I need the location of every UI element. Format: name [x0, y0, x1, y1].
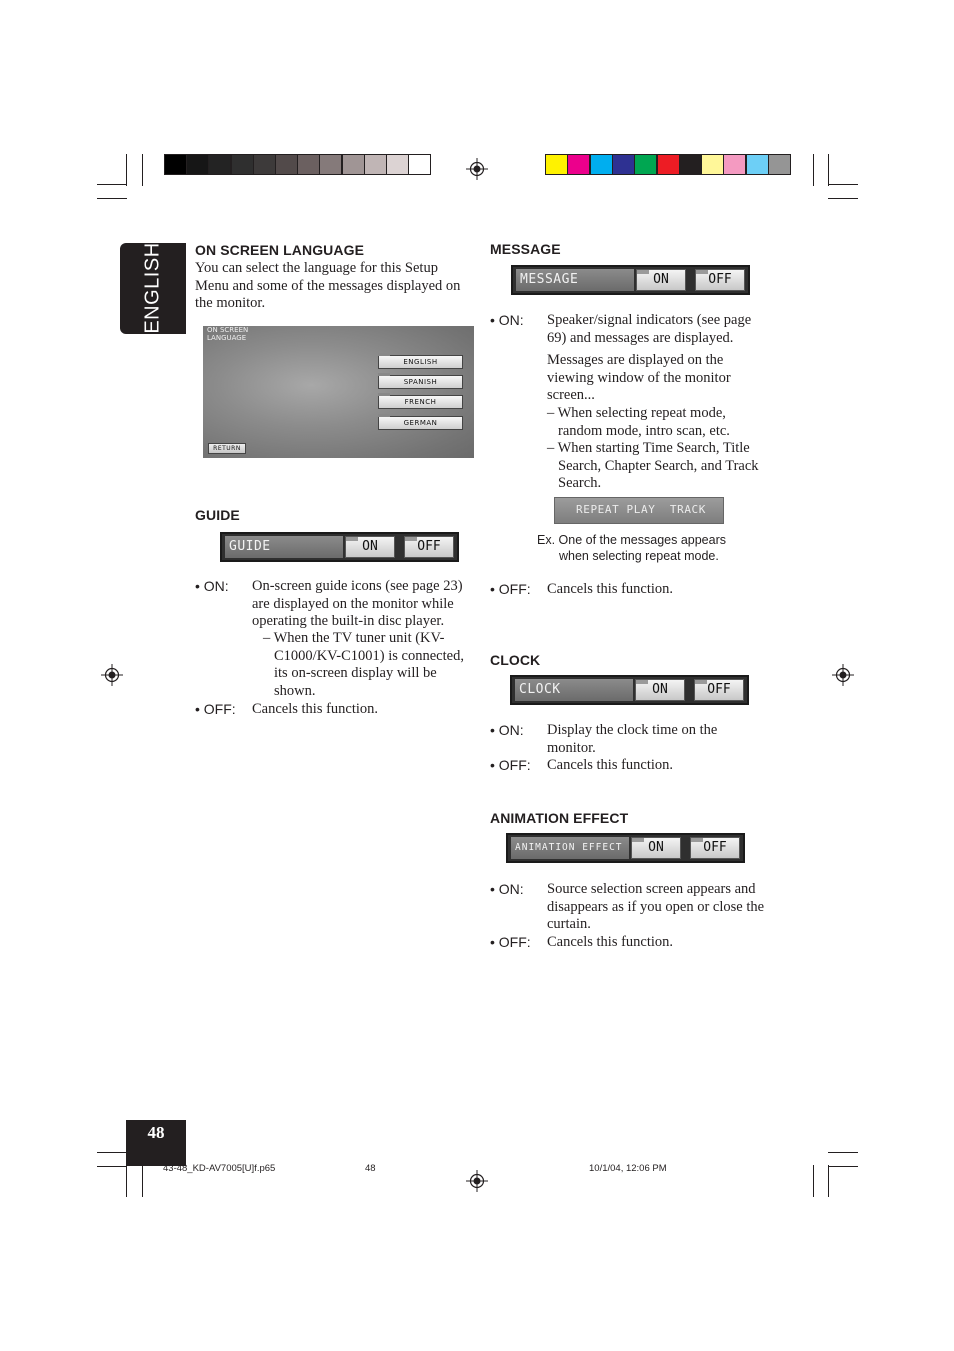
language-option-german[interactable]: GERMAN — [378, 416, 463, 430]
color-swatch — [634, 154, 657, 175]
gray-swatch — [253, 154, 276, 175]
language-side-tab — [120, 243, 186, 334]
gray-swatch — [408, 154, 431, 175]
guide-bar-label: GUIDE — [225, 536, 343, 558]
guide-off-button[interactable]: OFF — [404, 536, 454, 558]
guide-on-note: – When the TV tuner unit (KV-C1000/KV-C1001) is connected, its on-screen display will be shown. — [263, 630, 464, 699]
guide-on-button[interactable]: ON — [345, 536, 395, 558]
guide-on-label: • ON: — [195, 578, 229, 594]
color-swatch — [723, 154, 746, 175]
message-on-note-repeat: – When selecting repeat mode, random mode, intro scan, etc. — [547, 405, 730, 439]
message-on-note-search: – When starting Time Search, Title Search, Chapter Search, and Track Search. — [547, 440, 759, 491]
animation-setting-bar — [506, 833, 745, 863]
language-screen-title: ON SCREEN LANGUAGE — [207, 326, 249, 342]
color-swatch — [701, 154, 724, 175]
page-number-tab — [126, 1120, 186, 1166]
message-example-display — [554, 497, 724, 524]
crop-mark — [828, 1152, 858, 1153]
crop-mark — [813, 1165, 814, 1197]
color-swatch — [768, 154, 791, 175]
section-heading-animation: ANIMATION EFFECT — [490, 810, 629, 826]
section-heading-message: MESSAGE — [490, 241, 561, 257]
return-button[interactable]: RETURN — [208, 443, 246, 454]
crop-mark — [126, 154, 127, 186]
language-side-tab-label: ENGLISH — [141, 242, 164, 334]
section-heading-guide: GUIDE — [195, 507, 240, 523]
message-on-detail: Messages are displayed on the viewing window of the monitor screen... — [547, 352, 731, 403]
gray-swatch — [319, 154, 342, 175]
color-swatch — [679, 154, 702, 175]
guide-setting-bar — [220, 532, 459, 562]
clock-bar-label: CLOCK — [515, 679, 633, 701]
gray-swatch — [164, 154, 187, 175]
crop-mark — [97, 1166, 127, 1167]
animation-off-label: • OFF: — [490, 934, 531, 950]
crop-mark — [97, 184, 127, 185]
guide-off-label: • OFF: — [195, 701, 236, 717]
message-on-label: • ON: — [490, 312, 524, 328]
guide-off-description: Cancels this function. — [252, 701, 379, 717]
message-bar-label: MESSAGE — [516, 269, 634, 291]
crop-mark — [828, 198, 858, 199]
message-on-button[interactable]: ON — [636, 269, 686, 291]
language-option-spanish[interactable]: SPANISH — [378, 375, 463, 389]
language-option-french[interactable]: FRENCH — [378, 395, 463, 409]
gray-swatch — [342, 154, 365, 175]
gray-swatch — [186, 154, 209, 175]
color-swatch — [567, 154, 590, 175]
clock-on-button[interactable]: ON — [635, 679, 685, 701]
message-on-description: Speaker/signal indicators (see page 69) and messages are displayed. — [547, 312, 752, 346]
crop-mark — [828, 1166, 858, 1167]
page-number: 48 — [147, 1123, 165, 1142]
registration-mark-icon — [832, 664, 854, 686]
gray-swatch — [208, 154, 231, 175]
footer-datetime: 10/1/04, 12:06 PM — [589, 1163, 667, 1174]
message-example-caption: Ex. One of the messages appears when selecting repeat mode. — [537, 533, 726, 563]
crop-mark — [828, 154, 829, 186]
animation-on-button[interactable]: ON — [631, 837, 681, 859]
color-swatch — [545, 154, 568, 175]
crop-mark — [142, 1165, 143, 1197]
animation-on-description: Source selection screen appears and disappears as if you open or close the curtain. — [547, 881, 765, 932]
message-off-label: • OFF: — [490, 581, 531, 597]
message-setting-bar — [511, 265, 750, 295]
clock-on-label: • ON: — [490, 722, 524, 738]
registration-mark-icon — [466, 158, 488, 180]
color-swatch — [746, 154, 769, 175]
guide-on-description: On-screen guide icons (see page 23) are displayed on the monitor while operating the built-in disc player. — [252, 578, 463, 629]
crop-mark — [97, 1152, 127, 1153]
crop-mark — [126, 1165, 127, 1197]
color-swatch — [590, 154, 613, 175]
gray-swatch — [364, 154, 387, 175]
gray-swatch — [231, 154, 254, 175]
registration-mark-icon — [101, 664, 123, 686]
message-example-text: REPEAT PLAY TRACK — [576, 503, 707, 516]
clock-setting-bar — [510, 675, 749, 705]
message-off-description: Cancels this function. — [547, 581, 674, 597]
language-description: You can select the language for this Setup Menu and some of the messages displayed on the monitor. — [195, 260, 461, 311]
clock-off-button[interactable]: OFF — [694, 679, 744, 701]
crop-mark — [828, 184, 858, 185]
color-swatch — [612, 154, 635, 175]
crop-mark — [828, 1165, 829, 1197]
gray-swatch — [386, 154, 409, 175]
animation-bar-label: ANIMATION EFFECT — [511, 837, 629, 859]
footer-page: 48 — [365, 1163, 376, 1174]
language-setup-screen — [203, 326, 474, 458]
crop-mark — [813, 154, 814, 186]
crop-mark — [142, 154, 143, 186]
clock-off-label: • OFF: — [490, 757, 531, 773]
animation-off-description: Cancels this function. — [547, 934, 674, 950]
gray-swatch — [275, 154, 298, 175]
section-heading-clock: CLOCK — [490, 652, 541, 668]
animation-on-label: • ON: — [490, 881, 524, 897]
language-option-english[interactable]: ENGLISH — [378, 355, 463, 369]
message-off-button[interactable]: OFF — [695, 269, 745, 291]
animation-off-button[interactable]: OFF — [690, 837, 740, 859]
section-heading-language: ON SCREEN LANGUAGE — [195, 242, 365, 258]
footer-file-name: 43-48_KD-AV7005[U]f.p65 — [163, 1163, 276, 1174]
clock-off-description: Cancels this function. — [547, 757, 674, 773]
registration-mark-icon — [466, 1170, 488, 1192]
clock-on-description: Display the clock time on the monitor. — [547, 722, 718, 756]
color-swatch — [657, 154, 680, 175]
crop-mark — [97, 198, 127, 199]
gray-swatch — [297, 154, 320, 175]
